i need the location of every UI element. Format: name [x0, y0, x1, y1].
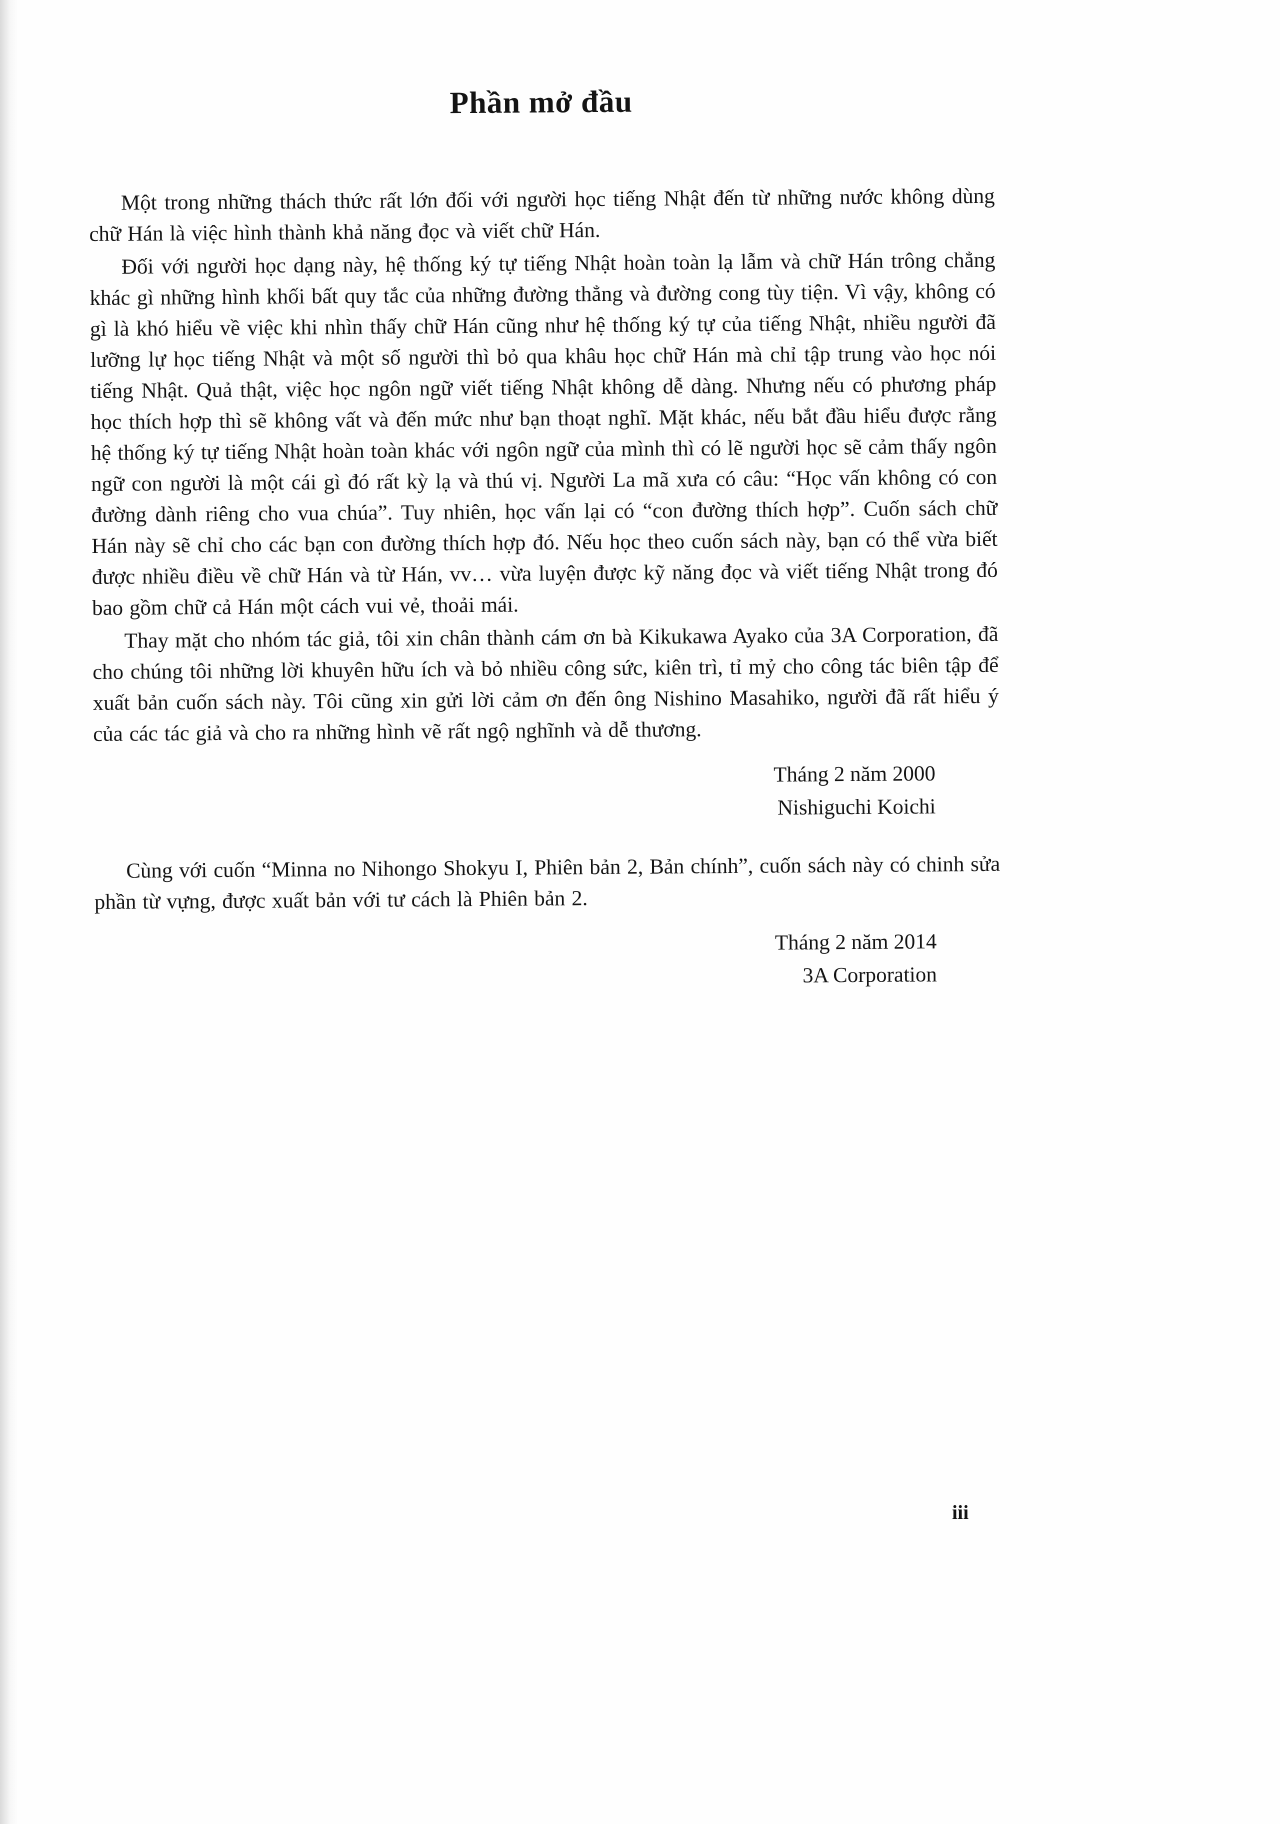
paragraph-main: Đối với người học dạng này, hệ thống ký tự tiếng Nhật hoàn toàn lạ lẫm và chữ Hán trông chẳng khác gì những hình khối bất quy tắc của những đường thẳng và đường cong tùy tiện. Vì vậy, không có gì là khó hiểu về việc khi nhìn thấy chữ Hán cũng như hệ thống ký tự của tiếng Nhật, nhiều người đã lưỡng lự học tiếng Nhật và một số người thì bỏ qua khâu học chữ Hán mà chỉ tập trung vào học nói tiếng Nhật. Quả thật, việc học ngôn ngữ viết tiếng Nhật không dễ dàng. Nhưng nếu có phương pháp học thích hợp thì sẽ không vất và đến mức như bạn thoạt nghĩ. Mặt khác, nếu bắt đầu hiểu được rằng hệ thống ký tự tiếng Nhật hoàn toàn khác với ngôn ngữ của mình thì có lẽ người học sẽ cảm thấy ngôn ngữ con người là một cái gì đó rất kỳ lạ và thú vị. Người La mã xưa có câu: “Học vấn không có con đường dành riêng cho vua chúa”. Tuy nhiên, học vấn lại có “con đường thích hợp”. Cuốn sách chữ Hán này sẽ chỉ cho các bạn con đường thích hợp đó. Nếu học theo cuốn sách này, bạn có thể vừa biết được nhiều điều về chữ Hán và từ Hán, vv… vừa luyện được kỹ năng đọc và viết tiếng Nhật trong đó bao gồm chữ cả Hán một cách vui vẻ, thoải mái. [89, 247, 998, 620]
scan-binding-shadow [0, 0, 18, 1824]
page-content [88, 81, 1001, 998]
signature-name: 3A Corporation [802, 962, 938, 988]
paragraph-intro: Một trong những thách thức rất lớn đối với người học tiếng Nhật đến từ những nước không dùng chữ Hán là việc hình thành khả năng đọc và viết chữ Hán. [89, 183, 995, 246]
paragraph-acknowledgements: Thay mặt cho nhóm tác giả, tôi xin chân thành cám ơn bà Kikukawa Ayako của 3A Corporation, đã cho chúng tôi những lời khuyên hữu ích và bỏ nhiều công sức, kiên trì, tỉ mỷ cho công tác biên tập để xuất bản cuốn sách này. Tôi cũng xin gửi lời cảm ơn đến ông Nishino Masahiko, người đã rất hiểu ý của các tác giả và cho ra những hình vẽ rất ngộ nghĩnh và dễ thương. [92, 621, 999, 746]
signature-name: Nishiguchi Koichi [777, 794, 936, 820]
signature-date: Tháng 2 năm 2000 [773, 761, 936, 787]
paragraph-edition-note: Cùng với cuốn “Minna no Nihongo Shokyu I, Phiên bản 2, Bản chính”, cuốn sách này có chinh sửa phần từ vựng, được xuất bản với tư cách là Phiên bản 2. [94, 851, 1001, 914]
signature-date: Tháng 2 năm 2014 [774, 929, 937, 955]
signature-block-2014 [95, 925, 1001, 998]
page-title: Phần mở đầu [449, 83, 633, 121]
page-number: iii [952, 1502, 969, 1524]
signature-block-2000 [93, 757, 999, 830]
